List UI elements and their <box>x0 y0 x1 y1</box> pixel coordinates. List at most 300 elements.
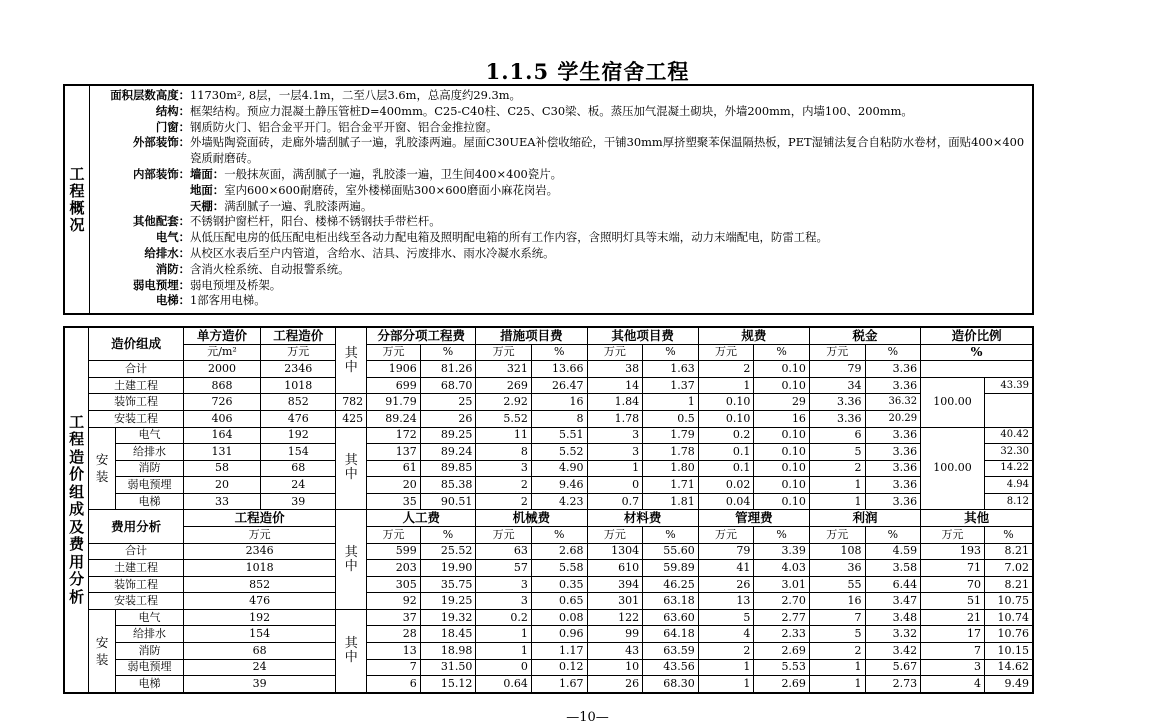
install-label-char: 安 <box>95 452 109 468</box>
overview-row <box>91 135 1028 167</box>
value-cell: 26 <box>698 576 754 593</box>
pct-label: % <box>754 344 810 361</box>
value-cell: 782 <box>336 394 367 411</box>
value-cell: 0 <box>476 659 532 676</box>
value-cell: 599 <box>367 543 421 560</box>
qi-label-char: 其 <box>344 345 358 361</box>
value-cell: 1.78 <box>587 410 643 427</box>
value-cell: 2 <box>476 493 532 510</box>
value-cell: 3.36 <box>865 460 921 477</box>
table-row <box>64 593 1033 610</box>
value-cell: 71 <box>921 560 985 577</box>
fee-title: 费用分析 <box>89 510 184 543</box>
value-cell: 0.35 <box>531 576 587 593</box>
value-cell: 8.21 <box>984 543 1033 560</box>
value-cell: 18.98 <box>420 643 476 660</box>
value-cell: 1 <box>476 643 532 660</box>
value-cell: 3.47 <box>865 593 921 610</box>
value-cell: 108 <box>809 543 865 560</box>
value-cell: 3 <box>476 593 532 610</box>
value-cell: 20 <box>367 477 421 494</box>
value-cell: 34 <box>809 377 865 394</box>
unit-label: 万元 <box>921 527 985 544</box>
value-cell: 0.10 <box>754 493 810 510</box>
value-cell: 1 <box>476 626 532 643</box>
overview-rows <box>91 88 1028 309</box>
fee-h-total: 工程造价 <box>183 510 335 527</box>
table-row <box>64 659 1033 676</box>
overview-value <box>190 104 1028 120</box>
value-cell: 1.84 <box>587 394 643 411</box>
value-cell: 43 <box>587 643 643 660</box>
value-cell: 10.15 <box>984 643 1033 660</box>
unit-label: 万元 <box>809 527 865 544</box>
value-cell: 7 <box>809 609 865 626</box>
value-cell: 3.39 <box>754 543 810 560</box>
value-cell: 2 <box>698 361 754 378</box>
table-row <box>64 643 1033 660</box>
overview-row <box>91 293 1028 309</box>
pct-label: % <box>420 344 476 361</box>
value-cell: 2.92 <box>476 394 532 411</box>
value-cell: 1 <box>809 477 865 494</box>
row-name: 装饰工程 <box>89 576 184 593</box>
comp-header-row <box>64 327 1033 344</box>
ratio-cell: 8.12 <box>984 493 1033 510</box>
overview-label: 结构： <box>155 103 190 118</box>
overview-row <box>91 246 1028 262</box>
pct-label: % <box>420 527 476 544</box>
unit-label: 万元 <box>698 527 754 544</box>
row-name: 土建工程 <box>89 377 184 394</box>
value-cell: 3.36 <box>865 477 921 494</box>
value-cell: 2.77 <box>754 609 810 626</box>
ratio-cell: 32.30 <box>984 444 1033 461</box>
value-cell: 64.18 <box>643 626 699 643</box>
overview-row <box>91 262 1028 278</box>
row-name: 安装工程 <box>89 593 184 610</box>
value-cell: 3.32 <box>865 626 921 643</box>
fee-header-row <box>64 510 1033 527</box>
qi-label-char: 中 <box>344 359 358 375</box>
pct-label: % <box>643 527 699 544</box>
value-cell: 1906 <box>367 361 421 378</box>
comp-group-header: 措施项目费 <box>476 327 587 344</box>
fee-group-header: 其他 <box>921 510 1033 527</box>
unit-cost: 58 <box>183 460 260 477</box>
total-cost: 154 <box>183 626 335 643</box>
fee-group-header: 人工费 <box>367 510 476 527</box>
value-cell: 25.52 <box>420 543 476 560</box>
value-cell: 0.1 <box>698 460 754 477</box>
value-cell: 55 <box>809 576 865 593</box>
value-cell: 2.69 <box>754 676 810 693</box>
overview-label: 其他配套： <box>133 214 190 229</box>
overview-text: 不锈钢护窗栏杆，阳台、楼梯不锈钢扶手带栏杆。 <box>190 214 441 229</box>
value-cell: 1.78 <box>643 444 699 461</box>
install-label <box>89 609 116 693</box>
value-cell: 6.44 <box>865 576 921 593</box>
value-cell: 1.37 <box>643 377 699 394</box>
overview-value <box>190 88 1028 104</box>
value-cell: 0.2 <box>698 427 754 444</box>
pct-label: % <box>865 527 921 544</box>
install-label-char: 安 <box>95 634 109 650</box>
row-name: 装饰工程 <box>89 394 184 411</box>
qi-label-char: 中 <box>344 467 358 483</box>
value-cell: 92 <box>367 593 421 610</box>
ratio-cell: 40.42 <box>984 427 1033 444</box>
fee-group-header: 利润 <box>809 510 920 527</box>
value-cell: 4.03 <box>754 560 810 577</box>
value-cell: 10.76 <box>984 626 1033 643</box>
value-cell: 1 <box>809 676 865 693</box>
value-cell: 2 <box>809 643 865 660</box>
fee-unit-row <box>64 527 1033 544</box>
value-cell: 11 <box>476 427 532 444</box>
overview-row <box>91 199 1028 215</box>
total-cost: 39 <box>183 676 335 693</box>
overview-text: 从低压配电房的低压配电柜出线至各动力配电箱及照明配电箱的所有工作内容，含照明灯具等末端，动力末端配电，防雷工程。 <box>190 230 828 245</box>
value-cell: 0.10 <box>754 377 810 394</box>
value-cell: 16 <box>531 394 587 411</box>
value-cell: 4.23 <box>531 493 587 510</box>
value-cell: 37 <box>367 609 421 626</box>
overview-side-char: 况 <box>69 215 85 234</box>
overview-row <box>91 104 1028 120</box>
overview-row <box>91 214 1028 230</box>
overview-label: 外部装饰： <box>133 135 190 150</box>
unit-cost: 406 <box>183 410 260 427</box>
cost-side-label-char: 用 <box>69 552 85 571</box>
unit-label: 万元 <box>367 527 421 544</box>
value-cell: 5.52 <box>476 410 532 427</box>
table-row <box>64 609 1033 626</box>
value-cell: 3.58 <box>865 560 921 577</box>
total-cost: 24 <box>183 659 335 676</box>
unit-label: 万元 <box>476 527 532 544</box>
qi-label-char: 其 <box>344 453 358 469</box>
value-cell: 2.33 <box>754 626 810 643</box>
value-cell: 3 <box>476 576 532 593</box>
table-row <box>64 676 1033 693</box>
cost-table <box>63 326 1034 694</box>
comp-unit-unit: 元/m² <box>183 344 260 361</box>
qi-label <box>336 609 367 693</box>
pct-label: % <box>865 344 921 361</box>
ratio-cell <box>921 361 1033 378</box>
value-cell: 0.10 <box>698 394 754 411</box>
overview-side-char: 概 <box>69 198 85 217</box>
overview-label: 弱电预埋： <box>133 277 190 292</box>
value-cell: 1.79 <box>643 427 699 444</box>
value-cell: 305 <box>367 576 421 593</box>
value-cell: 10.74 <box>984 609 1033 626</box>
table-row <box>64 477 1033 494</box>
unit-cost: 726 <box>183 394 260 411</box>
value-cell: 38 <box>587 361 643 378</box>
value-cell: 79 <box>809 361 865 378</box>
cost-side-label-char: 工 <box>69 412 85 431</box>
overview-text: 钢质防火门、铝合金平开门。铝合金平开窗、铝合金推拉窗。 <box>190 119 498 134</box>
value-cell: 21 <box>921 609 985 626</box>
unit-label: 万元 <box>367 344 421 361</box>
value-cell: 43.56 <box>643 659 699 676</box>
total-cost: 24 <box>261 477 336 494</box>
overview-value <box>190 246 1028 262</box>
value-cell: 137 <box>367 444 421 461</box>
cost-side-label-char: 析 <box>69 587 85 606</box>
cost-side-label <box>64 327 89 693</box>
value-cell: 46.25 <box>643 576 699 593</box>
page-title: 1.1.5 学生宿舍工程 <box>485 59 690 84</box>
comp-group-header: 规费 <box>698 327 809 344</box>
ratio-cell: 43.39 <box>984 377 1033 394</box>
total-cost: 1018 <box>261 377 336 394</box>
value-cell: 90.51 <box>420 493 476 510</box>
value-cell: 9.49 <box>984 676 1033 693</box>
overview-row <box>91 120 1028 136</box>
ratio-cell: 4.94 <box>984 477 1033 494</box>
pct-label: % <box>531 344 587 361</box>
value-cell: 1 <box>587 460 643 477</box>
value-cell: 5.53 <box>754 659 810 676</box>
overview-side-label <box>65 86 90 313</box>
table-row <box>64 460 1033 477</box>
table-row <box>64 361 1033 378</box>
value-cell: 203 <box>367 560 421 577</box>
unit-cost: 20 <box>183 477 260 494</box>
cost-side-label-char: 费 <box>69 535 85 554</box>
pct-label: % <box>531 527 587 544</box>
value-cell: 15.12 <box>420 676 476 693</box>
value-cell: 68.70 <box>420 377 476 394</box>
value-cell: 0.12 <box>531 659 587 676</box>
value-cell: 7 <box>367 659 421 676</box>
value-cell: 8 <box>476 444 532 461</box>
value-cell: 25 <box>420 394 476 411</box>
qi-label <box>336 510 367 609</box>
value-cell: 57 <box>476 560 532 577</box>
value-cell: 89.85 <box>420 460 476 477</box>
value-cell: 0.2 <box>476 609 532 626</box>
unit-cost: 868 <box>183 377 260 394</box>
value-cell: 17 <box>921 626 985 643</box>
overview-value <box>190 199 1028 215</box>
value-cell: 1.17 <box>531 643 587 660</box>
cost-side-label-char: 程 <box>69 430 85 449</box>
value-cell: 91.79 <box>367 394 421 411</box>
value-cell: 41 <box>698 560 754 577</box>
table-row <box>64 377 1033 394</box>
row-name: 弱电预埋 <box>115 659 183 676</box>
value-cell: 19.32 <box>420 609 476 626</box>
value-cell: 55.60 <box>643 543 699 560</box>
overview-row <box>91 278 1028 294</box>
overview-row <box>91 230 1028 246</box>
overview-value <box>190 183 1028 199</box>
value-cell: 3.36 <box>865 427 921 444</box>
value-cell: 89.24 <box>420 444 476 461</box>
pct-label: % <box>754 527 810 544</box>
value-cell: 26 <box>420 410 476 427</box>
fee-group-header: 机械费 <box>476 510 587 527</box>
value-cell: 5 <box>809 626 865 643</box>
value-cell: 3.36 <box>809 410 865 427</box>
value-cell: 0.5 <box>643 410 699 427</box>
value-cell: 85.38 <box>420 477 476 494</box>
value-cell: 29 <box>754 394 810 411</box>
value-cell: 0.7 <box>587 493 643 510</box>
overview-text: 含消火栓系统、自动报警系统。 <box>190 261 350 276</box>
total-cost: 192 <box>261 427 336 444</box>
value-cell: 2 <box>698 643 754 660</box>
cost-side-label-char: 成 <box>69 500 85 519</box>
overview-value <box>190 262 1028 278</box>
value-cell: 0.64 <box>476 676 532 693</box>
total-cost: 476 <box>261 410 336 427</box>
value-cell: 3.48 <box>865 609 921 626</box>
overview-label: 内部装饰： <box>133 166 190 181</box>
qi-label-char: 中 <box>344 649 358 665</box>
value-cell: 0.04 <box>698 493 754 510</box>
value-cell: 1 <box>698 676 754 693</box>
value-cell: 6 <box>809 427 865 444</box>
value-cell: 5.58 <box>531 560 587 577</box>
value-cell: 28 <box>367 626 421 643</box>
value-cell: 13 <box>698 593 754 610</box>
overview-text: 弱电预埋及桥架。 <box>190 277 282 292</box>
row-name: 合计 <box>89 543 184 560</box>
value-cell: 0.10 <box>754 444 810 461</box>
table-row <box>64 576 1033 593</box>
cost-side-label-char: 及 <box>69 517 85 536</box>
row-name: 给排水 <box>115 444 183 461</box>
value-cell: 394 <box>587 576 643 593</box>
value-cell: 2.69 <box>754 643 810 660</box>
total-cost: 476 <box>183 593 335 610</box>
value-cell: 19.25 <box>420 593 476 610</box>
table-row <box>64 560 1033 577</box>
value-cell: 70 <box>921 576 985 593</box>
value-cell: 3.36 <box>809 394 865 411</box>
value-cell: 4.90 <box>531 460 587 477</box>
fee-group-header: 管理费 <box>698 510 809 527</box>
row-name: 土建工程 <box>89 560 184 577</box>
overview-value <box>190 230 1028 246</box>
overview-label: 电梯： <box>155 293 190 308</box>
table-row <box>64 493 1033 510</box>
overview-side-char: 工 <box>69 164 85 183</box>
overview-value <box>190 167 1028 183</box>
value-cell: 3.42 <box>865 643 921 660</box>
overview-text: 一般抹灰面，满刮腻子一遍，乳胶漆一遍，卫生间400×400瓷片。 <box>224 166 562 181</box>
comp-title: 造价组成 <box>89 327 184 361</box>
value-cell: 321 <box>476 361 532 378</box>
value-cell: 26 <box>587 676 643 693</box>
value-cell: 1.71 <box>643 477 699 494</box>
value-cell: 2 <box>809 460 865 477</box>
overview-row <box>91 88 1028 104</box>
value-cell: 81.26 <box>420 361 476 378</box>
value-cell: 1 <box>809 493 865 510</box>
value-cell: 6 <box>367 676 421 693</box>
row-name: 合计 <box>89 361 184 378</box>
value-cell: 3.36 <box>865 493 921 510</box>
value-cell: 35.75 <box>420 576 476 593</box>
value-cell: 0.65 <box>531 593 587 610</box>
total-cost: 154 <box>261 444 336 461</box>
value-cell: 3.36 <box>865 361 921 378</box>
value-cell: 99 <box>587 626 643 643</box>
value-cell: 35 <box>367 493 421 510</box>
overview-value <box>190 135 1028 167</box>
value-cell: 0.10 <box>754 361 810 378</box>
overview-section <box>63 84 1034 315</box>
ratio-cell: 36.32 <box>865 394 921 411</box>
value-cell: 0.02 <box>698 477 754 494</box>
value-cell: 5 <box>698 609 754 626</box>
overview-side-char: 程 <box>69 181 85 200</box>
ratio-total: 100.00 <box>921 427 985 510</box>
cost-side-label-char: 价 <box>69 465 85 484</box>
value-cell: 4 <box>698 626 754 643</box>
comp-group-header: 其他项目费 <box>587 327 698 344</box>
overview-text: 1部客用电梯。 <box>190 293 266 308</box>
value-cell: 18.45 <box>420 626 476 643</box>
pct-label: % <box>643 344 699 361</box>
value-cell: 1.63 <box>643 361 699 378</box>
unit-label: 万元 <box>587 344 643 361</box>
value-cell: 5.52 <box>531 444 587 461</box>
value-cell: 13.66 <box>531 361 587 378</box>
row-name: 消防 <box>115 460 183 477</box>
row-name: 给排水 <box>115 626 183 643</box>
value-cell: 1304 <box>587 543 643 560</box>
value-cell: 14 <box>587 377 643 394</box>
comp-total-unit: 万元 <box>261 344 336 361</box>
value-cell: 172 <box>367 427 421 444</box>
value-cell: 89.25 <box>420 427 476 444</box>
value-cell: 79 <box>698 543 754 560</box>
value-cell: 2 <box>476 477 532 494</box>
total-cost: 852 <box>183 576 335 593</box>
value-cell: 0.10 <box>754 427 810 444</box>
overview-text: 室内600×600耐磨砖，室外楼梯面贴300×600磨面小麻花岗岩。 <box>224 182 559 197</box>
ratio-cell: 20.29 <box>865 410 921 427</box>
total-cost: 192 <box>183 609 335 626</box>
overview-value <box>190 278 1028 294</box>
value-cell: 10 <box>587 659 643 676</box>
install-label <box>89 427 116 510</box>
table-row <box>64 394 1033 411</box>
value-cell: 610 <box>587 560 643 577</box>
page-number: —10— <box>566 710 609 725</box>
install-label-char: 装 <box>95 469 109 485</box>
overview-sublabel: 地面： <box>190 182 225 197</box>
unit-label: 万元 <box>809 344 865 361</box>
overview-text: 满刮腻子一遍、乳胶漆两遍。 <box>224 198 373 213</box>
row-name: 电梯 <box>115 676 183 693</box>
table-row <box>64 626 1033 643</box>
value-cell: 3.01 <box>754 576 810 593</box>
total-cost: 68 <box>261 460 336 477</box>
overview-value <box>190 214 1028 230</box>
value-cell: 31.50 <box>420 659 476 676</box>
qi-label-char: 其 <box>344 544 358 560</box>
overview-label <box>91 183 190 199</box>
value-cell: 1 <box>809 659 865 676</box>
